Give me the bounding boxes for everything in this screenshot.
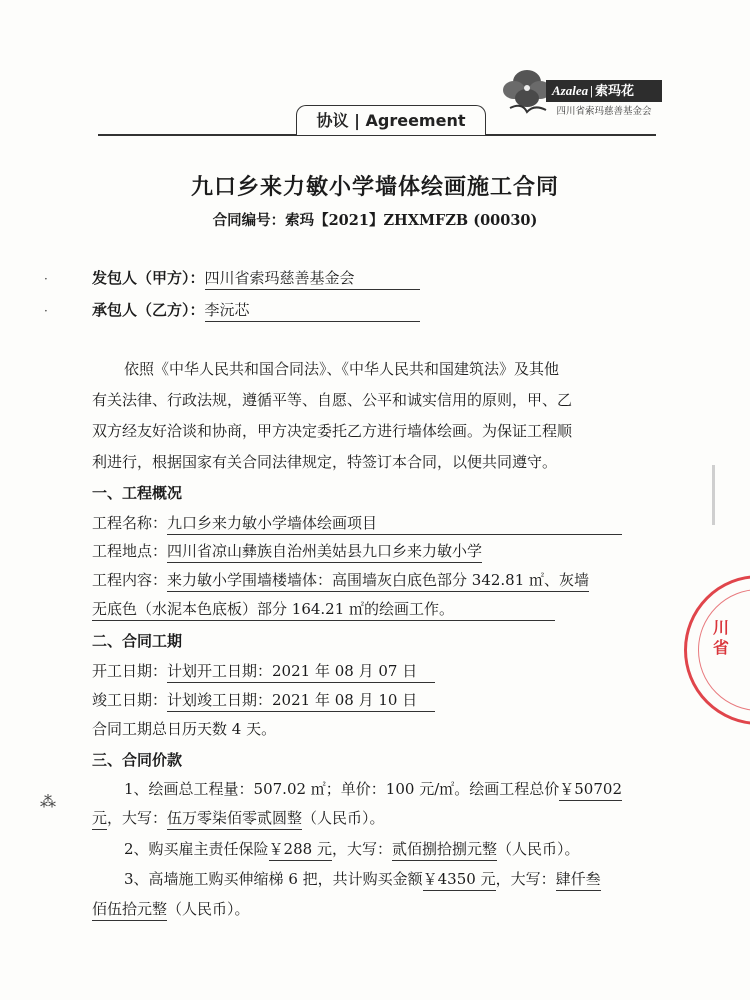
party-b-label: 承包人（乙方）： <box>92 301 205 319</box>
document-title: 九口乡来力敏小学墙体绘画施工合同 <box>190 174 559 200</box>
scan-mark: ⁂ <box>40 792 56 811</box>
project-name-label: 工程名称： <box>92 514 168 532</box>
contract-number: 合同编号：索玛【2021】ZHXMFZB (00030) <box>212 212 538 229</box>
section-heading-price: 三、合同价款 <box>92 751 183 769</box>
price-item-1-currency: （人民币）。 <box>302 809 385 827</box>
party-a-row <box>92 267 420 290</box>
price-item-1-text: 1、绘画总工程量：507.02 ㎡；单价：100 元/㎡。绘画工程总价 <box>124 780 560 798</box>
price-item-3-amount: ￥4350 元 <box>423 868 496 891</box>
price-item-2-line <box>124 838 580 861</box>
project-location-value: 四川省凉山彝族自治州美姑县九口乡来力敏小学 <box>167 540 482 563</box>
start-date-row <box>92 660 435 683</box>
project-content-value: 来力敏小学围墙楼墙体：高围墙灰白底色部分 342.81 ㎡、灰墙 <box>167 569 589 592</box>
preamble-line: 双方经友好洽谈和协商，甲方决定委托乙方进行墙体绘画。为保证工程顺 <box>92 422 573 440</box>
party-a-label: 发包人（甲方）： <box>92 269 205 287</box>
red-seal-text: 川省 <box>712 618 729 657</box>
project-name-value: 九口乡来力敏小学墙体绘画项目 <box>167 512 622 535</box>
header-tab-label: 协议 | Agreement <box>316 111 466 130</box>
scan-mark: · <box>44 272 48 286</box>
price-item-1-line-1 <box>124 778 622 801</box>
preamble-line: 有关法律、行政法规，遵循平等、自愿、公平和诚实信用的原则，甲、乙 <box>92 391 573 409</box>
project-location-label: 工程地点： <box>92 542 168 560</box>
party-b-row <box>92 299 420 322</box>
project-content-value-2: 无底色（水泥本色底板）部分 164.21 ㎡的绘画工作。 <box>92 598 555 621</box>
project-content-row-2 <box>92 598 555 621</box>
end-date-row <box>92 689 435 712</box>
party-b-value: 李沅芯 <box>205 299 420 322</box>
logo-brand: Azalea <box>552 83 589 98</box>
price-item-3-words-1: 肆仟叁 <box>556 868 601 891</box>
price-item-3-line-2 <box>92 898 250 921</box>
price-item-3-caps-label: ，大写： <box>495 870 556 888</box>
start-date-label: 开工日期： <box>92 662 168 680</box>
project-content-row <box>92 569 589 592</box>
end-date-value: 计划竣工日期：2021 年 08 月 10 日 <box>167 689 435 712</box>
price-item-2-currency: （人民币）。 <box>496 840 580 858</box>
price-item-3-words-2: 佰伍拾元整 <box>92 898 167 921</box>
start-date-value: 计划开工日期：2021 年 08 月 07 日 <box>167 660 435 683</box>
section-heading-overview: 一、工程概况 <box>92 484 183 502</box>
price-item-1-unit: 元 <box>92 807 107 830</box>
price-item-2-caps-label: ，大写： <box>331 840 392 858</box>
end-date-label: 竣工日期： <box>92 691 168 709</box>
logo-brand-bar: Azalea | 索玛花 <box>546 80 662 102</box>
project-content-label: 工程内容： <box>92 571 168 589</box>
price-item-2-amount: ￥288 元 <box>269 838 332 861</box>
price-item-2-words: 贰佰捌拾捌元整 <box>392 838 497 861</box>
price-item-1-caps-label: ，大写： <box>107 809 168 827</box>
section-heading-schedule: 二、合同工期 <box>92 632 183 650</box>
price-item-2-text: 2、购买雇主责任保险 <box>124 840 269 858</box>
price-item-3-currency: （人民币）。 <box>167 900 250 918</box>
project-location-row <box>92 540 482 563</box>
price-item-1-line-2 <box>92 807 385 830</box>
logo-subtitle: 四川省索玛慈善基金会 <box>556 106 652 117</box>
project-name-row <box>92 512 622 535</box>
preamble-line: 依照《中华人民共和国合同法》、《中华人民共和国建筑法》及其他 <box>124 360 560 378</box>
party-a-value: 四川省索玛慈善基金会 <box>205 267 420 290</box>
price-item-3-text: 3、高墙施工购买伸缩梯 6 把，共计购买金额 <box>124 870 423 888</box>
logo-name: 索玛花 <box>595 83 635 98</box>
price-item-1-words: 伍万零柒佰零贰圆整 <box>167 807 302 830</box>
preamble-line: 利进行，根据国家有关合同法律规定，特签订本合同，以便共同遵守。 <box>92 453 558 471</box>
price-item-3-line-1 <box>124 868 601 891</box>
scan-line <box>712 465 715 525</box>
total-days-text: 合同工期总日历天数 4 天。 <box>92 720 277 738</box>
scan-mark: · <box>44 304 48 318</box>
price-item-1-amount: ￥50702 <box>559 778 622 801</box>
